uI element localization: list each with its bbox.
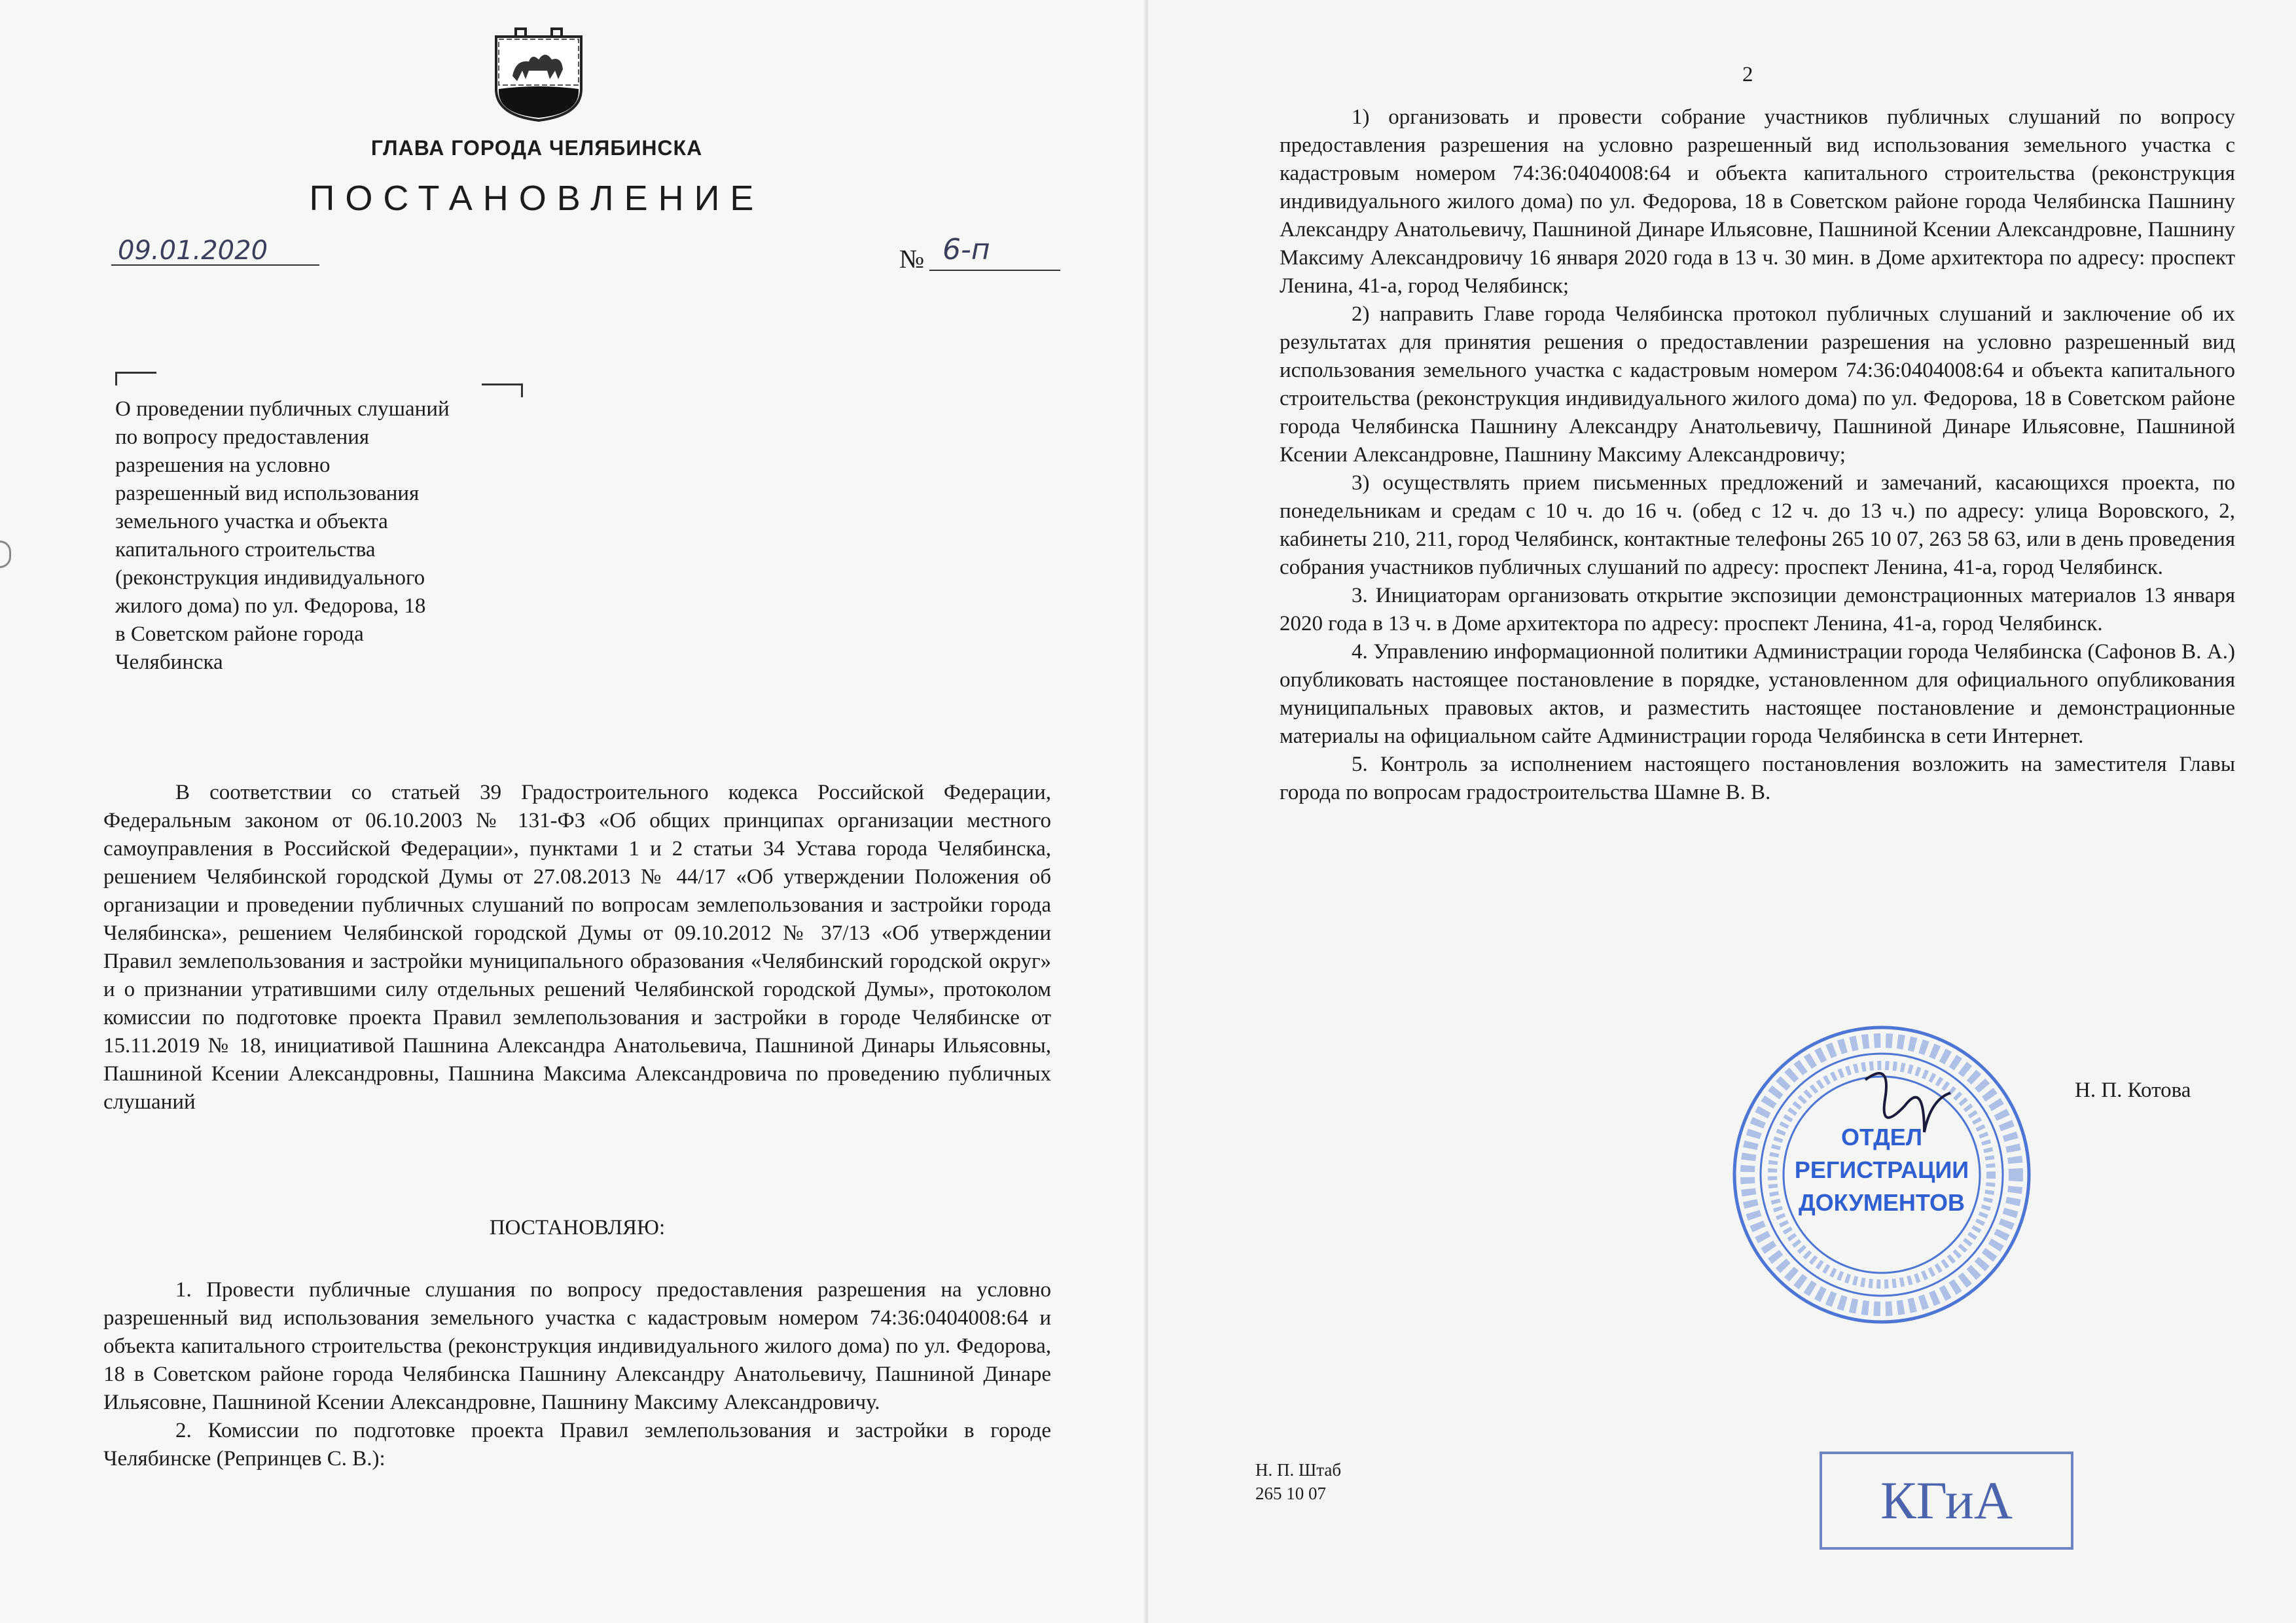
stamp-line: РЕГИСТРАЦИИ — [1794, 1156, 1969, 1183]
subject-line: по вопросу предоставления — [115, 425, 370, 449]
preamble — [103, 779, 1051, 1116]
item-2: 2. Комиссии по подготовке проекта Правил землепользования и застройки в городе Челябинске (Репринцев С. В.): — [103, 1419, 1051, 1471]
registry-mark: КГиА — [1820, 1452, 2073, 1550]
subject-line: О проведении публичных слушаний — [115, 397, 450, 421]
stamp-line: ДОКУМЕНТОВ — [1798, 1189, 1965, 1216]
decree-heading: ПОСТАНОВЛЯЮ: — [489, 1216, 666, 1240]
executor-phone: 265 10 07 — [1255, 1484, 1326, 1503]
document-type: ПОСТАНОВЛЕНИЕ — [309, 179, 764, 218]
preamble-text: В соответствии со статьей 39 Градостроительного кодекса Российской Федерации, Федеральным законом от 06.10.2003 № 131-ФЗ «Об общих принципах организации местного самоуправления в Российской Федерации», пунктами 1 и 2 статьи 34 Устава города Челябинска, решением Челябинской городской Думы от 27.08.2013 № 44/17 «Об утверждении Положения об организации и проведении публичных слушаний по вопросам землепользования и застройки города Челябинска», решением Челябинской городской Думы от 09.10.2012 № 37/13 «Об утверждении Правил землепользования и застройки муниципального образования «Челябинский городской округ» и о признании утратившими силу отдельных решений Челябинской городской Думы», протоколом комиссии по подготовке проекта Правил землепользования и застройки в городе Челябинске от 15.11.2019 № 18, инициативой Пашнина Александра Анатольевича, Пашниной Динары Ильясовны, Пашниной Ксении Александровны, Пашнина Максима Александровича по проведению публичных слушаний — [103, 781, 1051, 1114]
city-emblem-icon — [490, 24, 588, 122]
signatory-name: Н. П. Котова — [2075, 1079, 2191, 1102]
item-1: 1. Провести публичные слушания по вопросу предоставления разрешения на условно разрешенный вид использования земельного участка с кадастровым номером 74:36:0404008:64 и объекта капитального строительства (реконструкция индивидуального жилого дома) по ул. Федорова, 18 в Советском районе города Челябинска Пашнину Александру Анатольевичу, Пашниной Динаре Ильясовне, Пашниной Ксении Александровне, Пашнину Максиму Александровичу. — [103, 1278, 1051, 1414]
executor-info — [1255, 1458, 1341, 1505]
document-subject — [115, 395, 516, 677]
punch-mark — [0, 541, 11, 568]
subject-line: Челябинска — [115, 651, 223, 674]
item-5: 5. Контроль за исполнением настоящего постановления возложить на заместителя Главы города по вопросам градостроительства Шамне В. В. — [1280, 753, 2235, 804]
document-date: 09.01.2020 — [118, 236, 268, 266]
item-4: 4. Управлению информационной политики Администрации города Челябинска (Сафонов В. А.) опубликовать настоящее постановление в порядке, установленном для официального опубликования муниципальных правовых актов, и разместить настоящее постановление и демонстрационные материалы на официальном сайте Администрации города Челябинска в сети Интернет. — [1280, 640, 2235, 748]
date-underline — [111, 264, 319, 266]
subject-line: разрешения на условно — [115, 454, 331, 477]
subject-line: жилого дома) по ул. Федорова, 18 — [115, 594, 426, 618]
subject-line: разрешенный вид использования — [115, 482, 420, 505]
subject-line: капитального строительства — [115, 538, 376, 562]
document-number: 6-п — [942, 233, 990, 266]
issuing-authority: ГЛАВА ГОРОДА ЧЕЛЯБИНСКА — [370, 136, 703, 160]
official-seal-stamp — [1728, 1021, 2036, 1329]
executor-name: Н. П. Штаб — [1255, 1460, 1342, 1480]
item-3: 3. Инициаторам организовать открытие экспозиции демонстрационных материалов 13 января 2020 года в 13 ч. в Доме архитектора по адресу: проспект Ленина, 41-а, город Челябинск. — [1280, 584, 2235, 635]
page-number: 2 — [1742, 63, 1753, 86]
subitem-3: 3) осуществлять прием письменных предложений и замечаний, касающихся проекта, по понедельникам и средам с 10 ч. до 16 ч. (обед с 12 ч. до 13 ч.) по адресу: улица Воровского, 2, кабинеты 210, 211, город Челябинск, контактные телефоны 265 10 07, 263 58 63, или в день проведения собрания участников публичных слушаний по адресу: проспект Ленина, 41-а, город Челябинск. — [1280, 471, 2235, 579]
subject-line: (реконструкция индивидуального — [115, 566, 425, 590]
subitem-2: 2) направить Главе города Челябинска протокол публичных слушаний и заключение об их результатах для принятия решения о предоставлении разрешения на условно разрешенный вид использования земельного участка с кадастровым номером 74:36:0404008:64 и объекта капитального строительства (реконструкция индивидуального жилого дома) по ул. Федорова, 18 в Советском районе города Челябинска Пашнину Александру Анатольевичу, Пашниной Динаре Ильясовне, Пашниной Ксении Александровне, Пашнину Максиму Александровичу; — [1280, 302, 2235, 467]
subject-line: в Советском районе города — [115, 622, 364, 646]
number-underline — [929, 270, 1060, 271]
page-2-body — [1280, 103, 2235, 807]
subject-bracket-left — [115, 372, 156, 385]
number-label: № — [899, 244, 925, 274]
subitem-1: 1) организовать и провести собрание участников публичных слушаний по вопросу предоставления разрешения на условно разрешенный вид использования земельного участка с кадастровым номером 74:36:0404008:64 и объекта капитального строительства (реконструкция индивидуального жилого дома) по ул. Федорова, 18 в Советском районе города Челябинска Пашнину Александру Анатольевичу, Пашниной Динаре Ильясовне, Пашниной Ксении Александровне, Пашнину Максиму Александровичу 16 января 2020 года в 13 ч. 30 мин. в Доме архитектора по адресу: проспект Ленина, 41-а, город Челябинск; — [1280, 105, 2235, 298]
stamp-line: ОТДЕЛ — [1840, 1124, 1923, 1150]
decree-items — [103, 1276, 1051, 1473]
subject-line: земельного участка и объекта — [115, 510, 388, 533]
